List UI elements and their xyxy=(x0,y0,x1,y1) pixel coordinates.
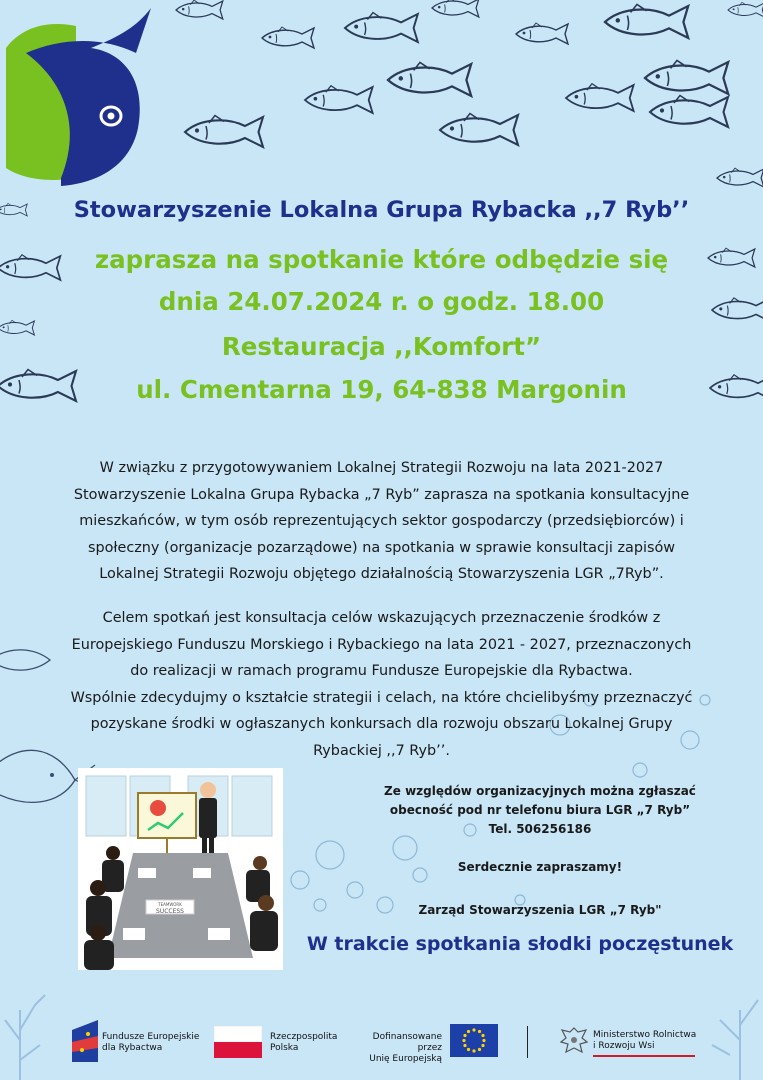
organization-title: Stowarzyszenie Lokalna Grupa Rybacka ,,7 Ryb’’ xyxy=(73,197,690,223)
fish-icon xyxy=(650,96,728,128)
meeting-illustration xyxy=(78,768,283,970)
paragraph-goals xyxy=(40,605,723,764)
fish-icon xyxy=(345,13,418,42)
text-line: Unię Europejską xyxy=(369,1054,442,1064)
treat-note: W trakcie spotkania słodki poczęstunek xyxy=(306,933,734,955)
fish-icon xyxy=(388,62,471,96)
polish-flag-icon xyxy=(214,1026,262,1058)
invite-line: zaprasza na spotkanie które odbędzie się xyxy=(94,245,669,274)
board-text: TEAMWORK xyxy=(158,902,182,907)
fish-icon xyxy=(605,4,688,38)
welcome-text: Serdecznie zapraszamy! xyxy=(457,860,623,874)
text-line: Lokalnej Strategii Rozwoju objętego działalnością Stowarzyszenia LGR „7Ryb”. xyxy=(99,566,664,582)
fish-icon xyxy=(516,23,568,44)
board-text-2: SUCCESS xyxy=(156,908,184,915)
fe-label xyxy=(102,1032,199,1054)
fish-icon xyxy=(717,168,763,187)
text-line: pozyskane środki w ogłaszanych konkursach dla rozwoju obszaru Lokalnej Grupy xyxy=(90,716,673,732)
text-line: mieszkańców, w tym osób reprezentujących sektor gospodarczy (przedsiębiorców) i xyxy=(79,513,684,529)
registration-info xyxy=(370,782,710,839)
text-line: społeczny (organizacje pozarządowe) na spotkania w sprawie konsultacji zapisów xyxy=(87,539,676,556)
text-line: W związku z przygotowywaniem Lokalnej Strategii Rozwoju na lata 2021-2027 xyxy=(99,460,664,476)
fish-icon xyxy=(176,0,223,19)
paragraph-strategy xyxy=(40,455,723,588)
date-line: dnia 24.07.2024 r. o godz. 18.00 xyxy=(158,287,605,316)
eu-label xyxy=(352,1032,442,1065)
footer-logos xyxy=(0,1012,763,1080)
fish-icon xyxy=(440,114,518,146)
fish-icon xyxy=(185,116,263,148)
text-line: Rzeczpospolita xyxy=(270,1032,338,1042)
phone-number: Tel. 506256186 xyxy=(488,822,592,836)
text-line: Polska xyxy=(270,1043,299,1053)
signature-text: Zarząd Stowarzyszenia LGR „7 Ryb" xyxy=(418,903,662,917)
ministry-underline xyxy=(593,1055,695,1057)
text-line: Fundusze Europejskie xyxy=(102,1032,200,1042)
fish-icon xyxy=(305,86,373,113)
fish-icon xyxy=(645,60,728,94)
eagle-emblem-icon xyxy=(560,1026,588,1058)
text-line: Wspólnie zdecydujmy o kształcie strategii i celach, na które chcielibyśmy przeznaczyć xyxy=(70,689,693,706)
text-line: Rybackiej ,,7 Ryb’’. xyxy=(313,742,450,759)
fe-logo-icon xyxy=(72,1020,98,1062)
text-line: Stowarzyszenie Lokalna Grupa Rybacka „7 Ryb” zaprasza na spotkania konsultacyjne xyxy=(73,486,690,503)
lgr-logo xyxy=(6,8,156,188)
text-line: dla Rybactwa xyxy=(102,1043,163,1053)
ministry-label xyxy=(593,1030,696,1052)
rp-label xyxy=(270,1032,337,1054)
footer-divider xyxy=(527,1026,528,1058)
text-line: obecność pod nr telefonu biura LGR „7 Ryb” xyxy=(389,803,691,817)
text-line: Celem spotkań jest konsultacja celów wskazujących przeznaczenie środków z xyxy=(102,610,661,626)
text-line: do realizacji w ramach programu Fundusze Europejskie dla Rybactwa. xyxy=(130,663,633,679)
text-line: Ministerstwo Rolnictwa xyxy=(593,1030,697,1040)
fish-icon xyxy=(432,0,479,17)
text-line: i Rozwoju Wsi xyxy=(593,1041,655,1051)
text-line: Europejskiego Funduszu Morskiego i Rybackiego na lata 2021 - 2027, przeznaczonych xyxy=(71,636,692,653)
text-line: Ze względów organizacyjnych można zgłaszać xyxy=(384,784,696,798)
fish-icon xyxy=(262,27,314,48)
eu-flag-icon xyxy=(450,1024,498,1057)
fish-icon xyxy=(728,2,763,17)
fish-icon xyxy=(566,84,634,111)
venue-line: Restauracja ,,Komfort” xyxy=(221,332,542,361)
text-line: Dofinansowane przez xyxy=(372,1032,442,1053)
address-line: ul. Cmentarna 19, 64-838 Margonin xyxy=(136,375,627,404)
